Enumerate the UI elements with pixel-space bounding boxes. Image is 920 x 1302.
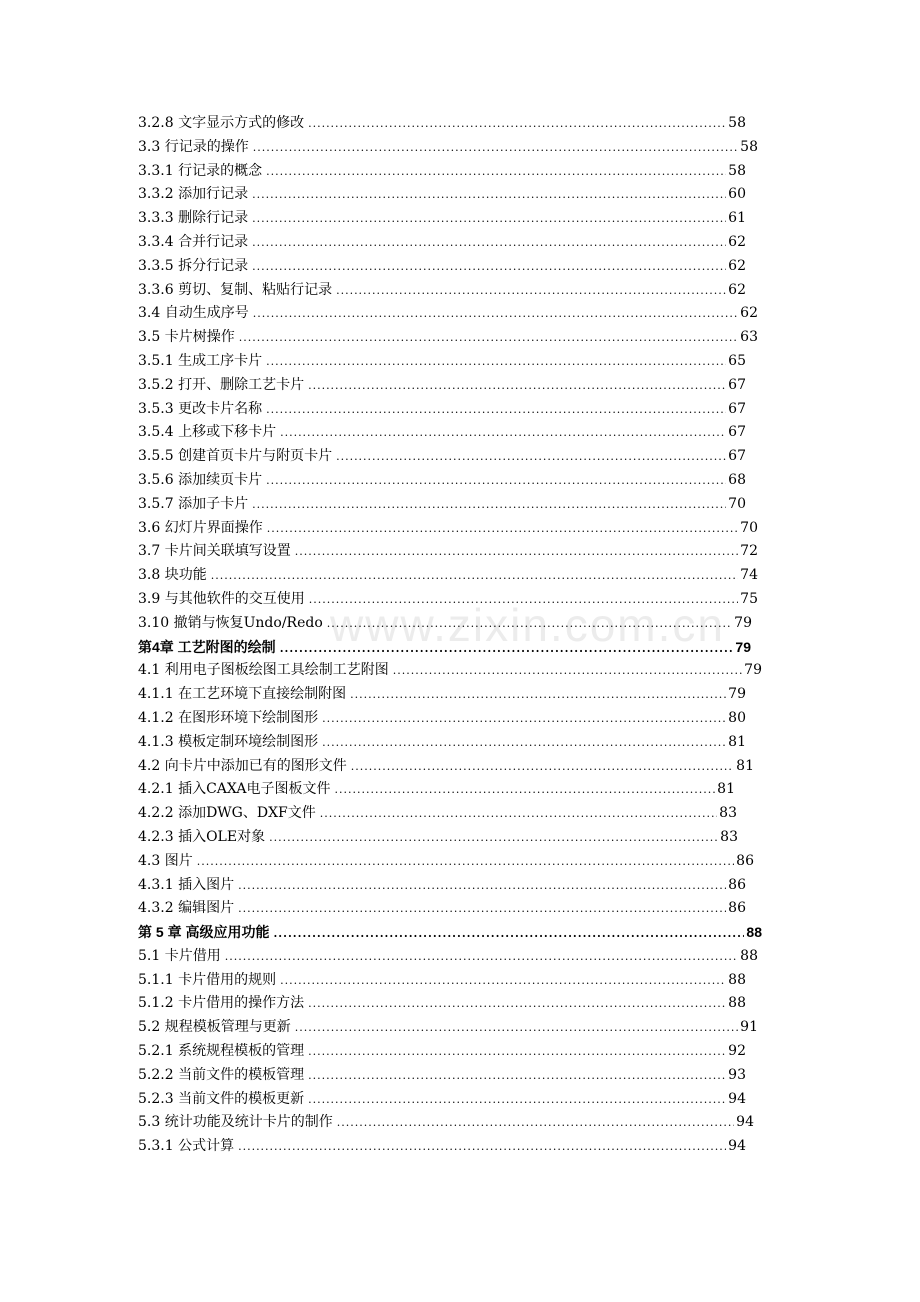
toc-entry-page-number: 88 (746, 924, 762, 941)
toc-dot-leader (252, 183, 726, 207)
toc-dot-leader (238, 1135, 726, 1159)
toc-entry-label: 4.3.2 编辑图片 (138, 900, 235, 917)
toc-entry-label: 3.5.4 上移或下移卡片 (138, 424, 277, 441)
toc-entry-label: 3.9 与其他软件的交互使用 (138, 590, 305, 607)
toc-entry-label: 3.4 自动生成序号 (138, 305, 249, 322)
toc-entry-page-number: 86 (728, 900, 746, 917)
toc-dot-leader (295, 540, 738, 564)
toc-entry[interactable] (138, 683, 746, 707)
toc-entry[interactable] (138, 778, 735, 802)
toc-dot-leader (252, 207, 726, 231)
toc-entry-label: 3.5 卡片树操作 (138, 329, 235, 346)
toc-entry-label: 3.5.3 更改卡片名称 (138, 400, 263, 417)
toc-dot-leader (393, 659, 742, 683)
toc-entry[interactable] (138, 1111, 754, 1135)
toc-entry[interactable] (138, 540, 758, 564)
toc-entry-page-number: 88 (728, 995, 746, 1012)
toc-dot-leader (351, 755, 734, 779)
toc-entry-page-number: 80 (728, 709, 746, 726)
toc-dot-leader (327, 612, 732, 636)
toc-dot-leader (266, 160, 726, 184)
toc-entry-page-number: 88 (740, 947, 758, 964)
toc-entry-label: 4.2.3 插入OLE对象 (138, 828, 266, 845)
toc-entry-page-number: 83 (719, 805, 737, 822)
toc-entry[interactable] (138, 1016, 758, 1040)
toc-entry[interactable] (138, 231, 746, 255)
watermark: www.zixin.com.cn (330, 599, 725, 651)
toc-entry-label: 3.3.5 拆分行记录 (138, 257, 249, 274)
toc-dot-leader (295, 1016, 738, 1040)
toc-dot-leader (280, 637, 734, 661)
toc-dot-leader (238, 874, 726, 898)
toc-dot-leader (308, 1088, 726, 1112)
toc-entry[interactable] (138, 969, 746, 993)
toc-entry-page-number: 79 (735, 638, 751, 655)
toc-dot-leader (322, 707, 726, 731)
toc-entry[interactable] (138, 992, 746, 1016)
toc-entry[interactable] (138, 945, 758, 969)
toc-entry-label: 4.2.2 添加DWG、DXF文件 (138, 805, 316, 822)
toc-entry[interactable] (138, 874, 746, 898)
toc-entry-page-number: 62 (728, 233, 746, 250)
toc-entry[interactable] (138, 374, 746, 398)
toc-entry[interactable] (138, 921, 762, 945)
toc-entry-page-number: 92 (728, 1043, 746, 1060)
toc-dot-leader (309, 588, 738, 612)
toc-entry[interactable] (138, 826, 738, 850)
toc-entry-label: 5.1 卡片借用 (138, 947, 221, 964)
toc-entry-page-number: 58 (728, 115, 746, 131)
table-of-contents (138, 112, 760, 1159)
toc-entry-page-number: 79 (734, 614, 752, 631)
toc-entry-label: 3.3 行记录的操作 (138, 138, 249, 155)
toc-entry-label: 5.3 统计功能及统计卡片的制作 (138, 1114, 333, 1131)
toc-entry[interactable] (138, 398, 746, 422)
toc-dot-leader (308, 374, 726, 398)
toc-entry-page-number: 79 (728, 686, 746, 703)
toc-dot-leader (252, 493, 726, 517)
toc-entry-label: 3.3.1 行记录的概念 (138, 162, 263, 179)
toc-entry[interactable] (138, 588, 758, 612)
toc-entry-label: 3.3.2 添加行记录 (138, 186, 249, 203)
toc-entry-page-number: 67 (728, 424, 746, 441)
toc-dot-leader (280, 969, 726, 993)
toc-entry-label: 3.5.2 打开、删除工艺卡片 (138, 376, 305, 393)
toc-entry-page-number: 62 (728, 281, 746, 298)
toc-entry-page-number: 86 (736, 852, 754, 869)
toc-entry[interactable] (138, 707, 746, 731)
toc-dot-leader (197, 850, 734, 874)
toc-dot-leader (211, 564, 738, 588)
toc-entry-label: 5.3.1 公式计算 (138, 1138, 235, 1155)
toc-entry-page-number: 91 (740, 1019, 758, 1036)
toc-dot-leader (238, 897, 726, 921)
toc-entry-label: 3.5.1 生成工序卡片 (138, 352, 263, 369)
toc-entry-label: 3.3.6 剪切、复制、粘贴行记录 (138, 281, 333, 298)
toc-entry-label: 4.1.2 在图形环境下绘制图形 (138, 709, 319, 726)
toc-entry-page-number: 67 (728, 448, 746, 465)
toc-dot-leader (253, 302, 738, 326)
toc-entry-label: 5.2.3 当前文件的模板更新 (138, 1090, 305, 1107)
toc-entry-label: 3.8 块功能 (138, 567, 207, 584)
toc-entry[interactable] (138, 112, 746, 136)
toc-entry-label: 4.1.1 在工艺环境下直接绘制附图 (138, 686, 347, 703)
toc-dot-leader (266, 469, 726, 493)
toc-entry[interactable] (138, 445, 746, 469)
toc-dot-leader (266, 350, 726, 374)
toc-entry-label: 4.3.1 插入图片 (138, 876, 235, 893)
toc-dot-leader (267, 517, 738, 541)
toc-entry-page-number: 79 (744, 662, 762, 679)
toc-entry-label: 3.5.6 添加续页卡片 (138, 471, 263, 488)
toc-entry[interactable] (138, 1040, 746, 1064)
toc-entry[interactable] (138, 350, 746, 374)
toc-entry-page-number: 60 (728, 186, 746, 203)
toc-entry-page-number: 88 (728, 971, 746, 988)
toc-entry-page-number: 74 (740, 567, 758, 584)
toc-entry-page-number: 83 (720, 828, 738, 845)
toc-dot-leader (334, 778, 715, 802)
toc-entry[interactable] (138, 897, 746, 921)
toc-entry-page-number: 72 (740, 543, 758, 560)
toc-entry[interactable] (138, 207, 746, 231)
toc-entry-label: 3.3.3 删除行记录 (138, 210, 249, 227)
toc-entry-page-number: 58 (740, 138, 758, 155)
toc-entry[interactable] (138, 850, 754, 874)
toc-entry-page-number: 81 (717, 781, 735, 798)
toc-entry[interactable] (138, 636, 751, 660)
toc-entry-label: 4.1.3 模板定制环境绘制图形 (138, 733, 319, 750)
toc-entry-label: 3.2.8 文字显示方式的修改 (138, 115, 305, 131)
toc-dot-leader (308, 1040, 726, 1064)
toc-dot-leader (308, 992, 726, 1016)
toc-entry-page-number: 61 (728, 210, 746, 227)
toc-dot-leader (320, 802, 717, 826)
toc-entry-label: 3.3.4 合并行记录 (138, 233, 249, 250)
toc-entry-label: 4.3 图片 (138, 852, 193, 869)
toc-entry-page-number: 67 (728, 400, 746, 417)
toc-entry[interactable] (138, 302, 758, 326)
toc-entry-page-number: 94 (736, 1114, 754, 1131)
toc-dot-leader (239, 326, 738, 350)
toc-entry-label: 3.6 幻灯片界面操作 (138, 519, 263, 536)
toc-dot-leader (308, 1064, 726, 1088)
toc-dot-leader (273, 922, 744, 946)
toc-entry-label: 3.5.7 添加子卡片 (138, 495, 249, 512)
toc-entry-page-number: 58 (728, 162, 746, 179)
toc-dot-leader (252, 231, 726, 255)
toc-entry[interactable] (138, 1088, 746, 1112)
toc-entry[interactable] (138, 255, 746, 279)
toc-entry[interactable] (138, 517, 758, 541)
toc-dot-leader (280, 421, 726, 445)
toc-dot-leader (322, 731, 726, 755)
toc-entry[interactable] (138, 279, 746, 303)
toc-dot-leader (269, 826, 718, 850)
toc-entry[interactable] (138, 136, 758, 160)
toc-entry-label: 第4章 工艺附图的绘制 (138, 638, 276, 655)
toc-dot-leader (225, 945, 738, 969)
toc-entry[interactable] (138, 612, 752, 636)
toc-dot-leader (350, 683, 726, 707)
toc-entry-label: 5.2.2 当前文件的模板管理 (138, 1066, 305, 1083)
toc-entry-label: 3.10 撤销与恢复Undo/Redo (138, 614, 323, 631)
toc-entry-label: 5.2 规程模板管理与更新 (138, 1019, 291, 1036)
toc-entry-label: 5.1.2 卡片借用的操作方法 (138, 995, 305, 1012)
toc-entry[interactable] (138, 802, 737, 826)
toc-entry-page-number: 68 (728, 471, 746, 488)
toc-entry[interactable] (138, 755, 754, 779)
toc-entry-label: 4.2.1 插入CAXA电子图板文件 (138, 781, 331, 798)
toc-entry-label: 5.2.1 系统规程模板的管理 (138, 1043, 305, 1060)
toc-entry-page-number: 65 (728, 352, 746, 369)
toc-entry[interactable] (138, 421, 746, 445)
toc-dot-leader (253, 136, 738, 160)
toc-entry-label: 3.7 卡片间关联填写设置 (138, 543, 291, 560)
toc-entry-page-number: 70 (728, 495, 746, 512)
toc-entry-page-number: 62 (740, 305, 758, 322)
toc-entry-page-number: 94 (728, 1138, 746, 1155)
toc-entry-label: 4.2 向卡片中添加已有的图形文件 (138, 757, 347, 774)
toc-dot-leader (266, 398, 726, 422)
toc-entry[interactable] (138, 160, 746, 184)
toc-entry-page-number: 81 (736, 757, 754, 774)
toc-entry-label: 3.5.5 创建首页卡片与附页卡片 (138, 448, 333, 465)
toc-entry-label: 4.1 利用电子图板绘图工具绘制工艺附图 (138, 662, 389, 679)
toc-entry-page-number: 93 (728, 1066, 746, 1083)
toc-entry[interactable] (138, 1064, 746, 1088)
toc-entry-page-number: 81 (728, 733, 746, 750)
toc-entry[interactable] (138, 731, 746, 755)
toc-entry-label: 5.1.1 卡片借用的规则 (138, 971, 277, 988)
toc-entry[interactable] (138, 659, 762, 683)
toc-entry-page-number: 94 (728, 1090, 746, 1107)
toc-dot-leader (336, 279, 726, 303)
toc-entry-page-number: 62 (728, 257, 746, 274)
toc-entry-page-number: 67 (728, 376, 746, 393)
toc-entry-page-number: 70 (740, 519, 758, 536)
toc-entry[interactable] (138, 1135, 746, 1159)
toc-dot-leader (337, 1111, 734, 1135)
toc-entry[interactable] (138, 493, 746, 517)
toc-entry-label: 第 5 章 高级应用功能 (138, 924, 270, 941)
toc-entry[interactable] (138, 326, 758, 350)
toc-entry[interactable] (138, 183, 746, 207)
toc-entry-page-number: 86 (728, 876, 746, 893)
toc-dot-leader (336, 445, 726, 469)
toc-dot-leader (308, 112, 726, 136)
toc-dot-leader (252, 255, 726, 279)
toc-entry[interactable] (138, 564, 758, 588)
toc-entry[interactable] (138, 469, 746, 493)
toc-entry-page-number: 75 (740, 590, 758, 607)
toc-entry-page-number: 63 (740, 329, 758, 346)
